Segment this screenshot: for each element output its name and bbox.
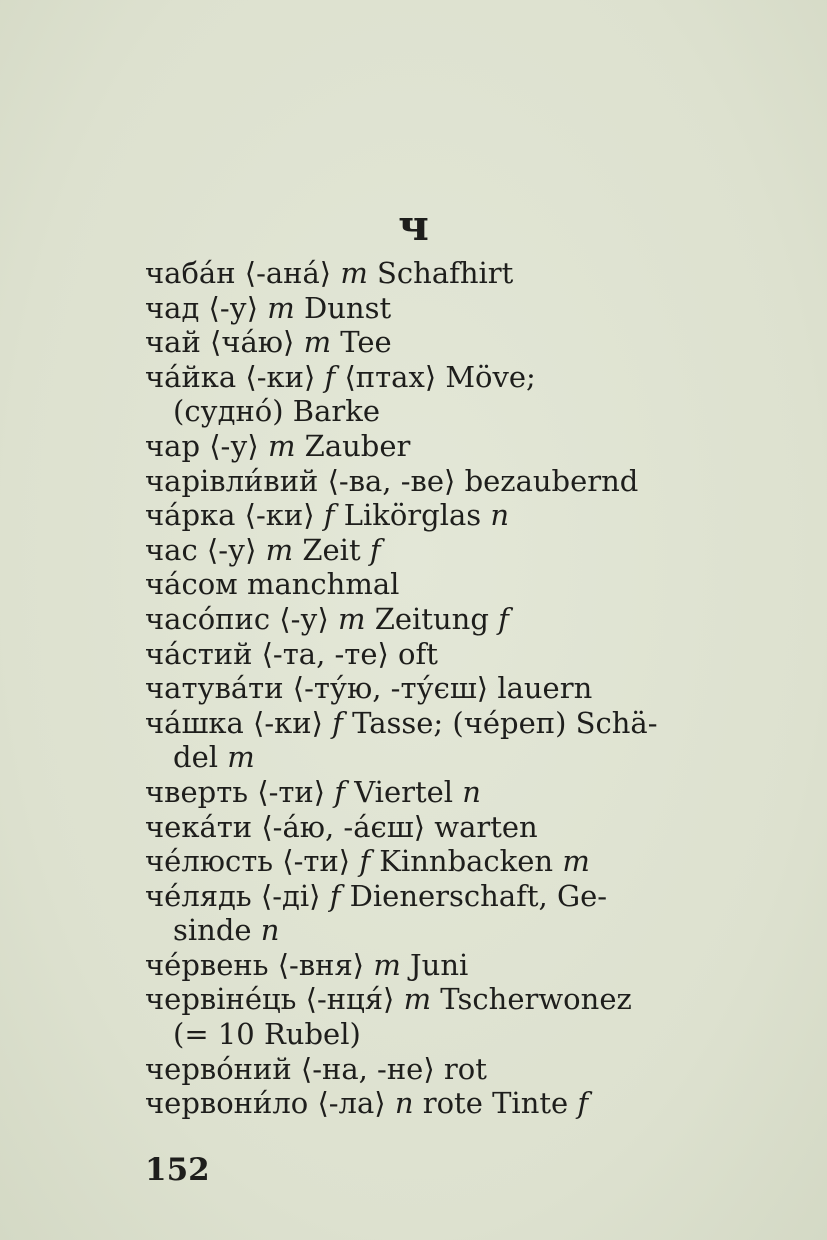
entry-line: чад ⟨-у⟩ m Dunst xyxy=(145,290,392,325)
entry-list xyxy=(145,256,737,1121)
entry-line: чар ⟨-у⟩ m Zauber xyxy=(145,428,411,463)
entry-line: час ⟨-у⟩ m Zeit f xyxy=(145,532,381,567)
entry-line: че́рвень ⟨-вня⟩ m Juni xyxy=(145,947,469,982)
entry-line: черво́ний ⟨-на, -не⟩ rot xyxy=(145,1051,487,1086)
entry-line: чарівли́вий ⟨-ва, -ве⟩ bezaubernd xyxy=(145,463,639,498)
entry-continuation: (судно́) Barke xyxy=(173,394,380,429)
section-letter: ч xyxy=(398,201,429,250)
entry-continuation: sinde n xyxy=(173,913,280,948)
entry-line: ча́стий ⟨-та, -те⟩ oft xyxy=(145,636,438,671)
entry-line: червіне́ць ⟨-нця́⟩ m Tscherwonez xyxy=(145,982,632,1017)
entry-continuation: del m xyxy=(173,740,255,775)
entry-line: чверть ⟨-ти⟩ f Viertel n xyxy=(145,774,481,809)
entry-line: ча́шка ⟨-ки⟩ f Tasse; (че́реп) Schä- xyxy=(145,705,658,740)
entry-line: ча́йка ⟨-ки⟩ f ⟨птах⟩ Möve; xyxy=(145,359,536,394)
entry-line: че́лядь ⟨-ді⟩ f Dienerschaft, Ge- xyxy=(145,878,608,913)
entry-line: часо́пис ⟨-у⟩ m Zeitung f xyxy=(145,601,509,636)
entry-line: ча́сом manchmal xyxy=(145,567,400,602)
entry-line: чай ⟨ча́ю⟩ m Tee xyxy=(145,325,392,360)
entry-line: чека́ти ⟨-а́ю, -а́єш⟩ warten xyxy=(145,809,538,844)
entry-line: червони́ло ⟨-ла⟩ n rote Tinte f xyxy=(145,1086,589,1121)
entry-line: чатува́ти ⟨-ту́ю, -ту́єш⟩ lauern xyxy=(145,671,593,706)
page-number: 152 xyxy=(145,1152,210,1188)
entry-line: че́люсть ⟨-ти⟩ f Kinnbacken m xyxy=(145,844,590,879)
entry-continuation: (= 10 Rubel) xyxy=(173,1017,361,1052)
entry-line: ча́рка ⟨-ки⟩ f Likörglas n xyxy=(145,498,510,533)
entry-line: чаба́н ⟨-ана́⟩ m Schafhirt xyxy=(145,256,514,290)
